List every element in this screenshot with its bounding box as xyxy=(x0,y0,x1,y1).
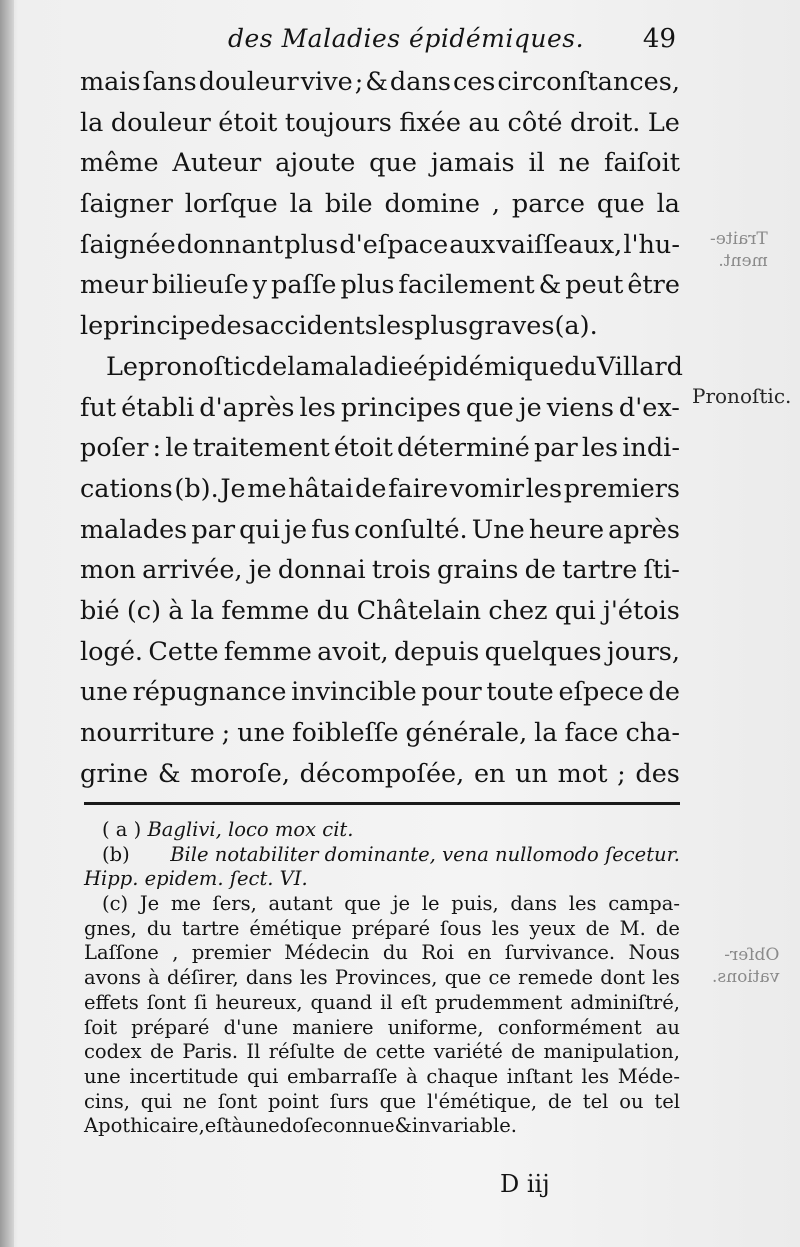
footnote-rule xyxy=(84,802,680,805)
footnote-b-cont-text: Hipp. epidem. ſect. VI. xyxy=(84,867,308,891)
body-line: poſer : le traitement étoit déterminé par les indi- xyxy=(80,433,680,464)
margin-note-observations xyxy=(712,944,779,988)
footnote-c-line: effets ſont ſi heureux, quand il eſt prudemment adminiſtré, xyxy=(84,990,680,1014)
body-line: la douleur étoit toujours fixée au côté droit. Le xyxy=(80,107,680,138)
body-line: même Auteur ajoute que jamais il ne faiſoit xyxy=(80,148,680,179)
footnote-c-line: Laſſone , premier Médecin du Roi en ſurvivance. Nous xyxy=(84,941,680,965)
footnote-c-line: (c) Je me ſers, autant que je le puis, dans les campa- xyxy=(102,892,680,916)
footnote-c-line: gnes, du tartre émétique préparé ſous les yeux de M. de xyxy=(84,916,680,940)
footnotes xyxy=(84,818,680,1139)
footnote-c-line: cins, qui ne ſont point ſurs que l'émétique, de tel ou tel xyxy=(84,1089,680,1113)
footnote-c-line: Apothicaire, eſt à une doſe connue & invariable. xyxy=(84,1114,518,1138)
footnote-c-line: ſoit préparé d'une maniere uniforme, conformément au xyxy=(84,1015,680,1039)
body-line: meur bilieuſe y paſſe plus facilement & peut être xyxy=(80,270,680,301)
body-line: cations (b). Je me hâtai de faire vomir les premiers xyxy=(80,473,680,504)
margin-note-line: Obſer- xyxy=(724,945,780,965)
body-line: une répugnance invincible pour toute eſpece de xyxy=(80,677,680,708)
body-line: le principe des accidents les plus graves (a). xyxy=(80,311,598,342)
page-number: 49 xyxy=(642,24,676,54)
footnote-a-text: Baglivi, loco mox cit. xyxy=(147,818,354,841)
body-line: ſaignée donnant plus d'eſpace aux vaiſſeaux, l'hu- xyxy=(80,229,680,260)
body-line: bié (c) à la femme du Châtelain chez qui j'étois xyxy=(80,595,680,626)
footnote-a-marker: ( a ) xyxy=(102,818,142,841)
margin-note-line: ment. xyxy=(718,251,768,271)
body-line: logé. Cette femme avoit, depuis quelques jours, xyxy=(80,636,680,667)
footnote-b-continuation xyxy=(84,867,680,892)
running-header xyxy=(80,22,680,62)
footnote-c-line: avons à déſirer, dans les Provinces, que ce remede dont les xyxy=(84,966,680,990)
body-line: Le pronoſtic de la maladie épidémique du Villard xyxy=(106,351,683,382)
body-line: mon arrivée, je donnai trois grains de tartre ſti- xyxy=(80,555,680,586)
footnote-b-marker: (b) xyxy=(102,842,130,866)
page-gutter-shadow xyxy=(0,0,14,1247)
footnote-c-line: une incertitude qui embarraſſe à chaque inſtant les Méde- xyxy=(84,1064,680,1088)
body-line: fut établi d'après les principes que je viens d'ex- xyxy=(80,392,680,423)
body-line: nourriture ; une foibleſſe générale, la face cha- xyxy=(80,718,680,748)
body-line: mais ſans douleur vive ; & dans ces circonſtances, xyxy=(80,67,680,97)
footnote-c-line: codex de Paris. Il réſulte de cette variété de manipulation, xyxy=(84,1040,680,1064)
margin-note-pronostic: Pronoſtic. xyxy=(692,384,792,408)
footnote-c xyxy=(84,892,680,1139)
running-title: des Maladies épidémiques. xyxy=(228,24,585,53)
footnote-a xyxy=(84,818,680,843)
margin-note-line: vations. xyxy=(712,967,780,987)
body-line: ſaigner lorſque la bile domine , parce que la xyxy=(80,189,680,220)
margin-note-line: Traite- xyxy=(710,229,768,249)
footnote-b xyxy=(84,843,680,868)
body-line: grine & moroſe, décompoſée, en un mot ; des xyxy=(80,758,680,789)
footnote-b-text: Bile notabiliter dominante, vena nullomodo ſecetur. xyxy=(170,842,680,866)
main-text xyxy=(80,62,683,794)
body-line: malades par qui je fus conſulté. Une heure après xyxy=(80,514,680,545)
signature-mark: D iij xyxy=(500,1170,550,1198)
margin-note-traitement xyxy=(710,228,768,272)
